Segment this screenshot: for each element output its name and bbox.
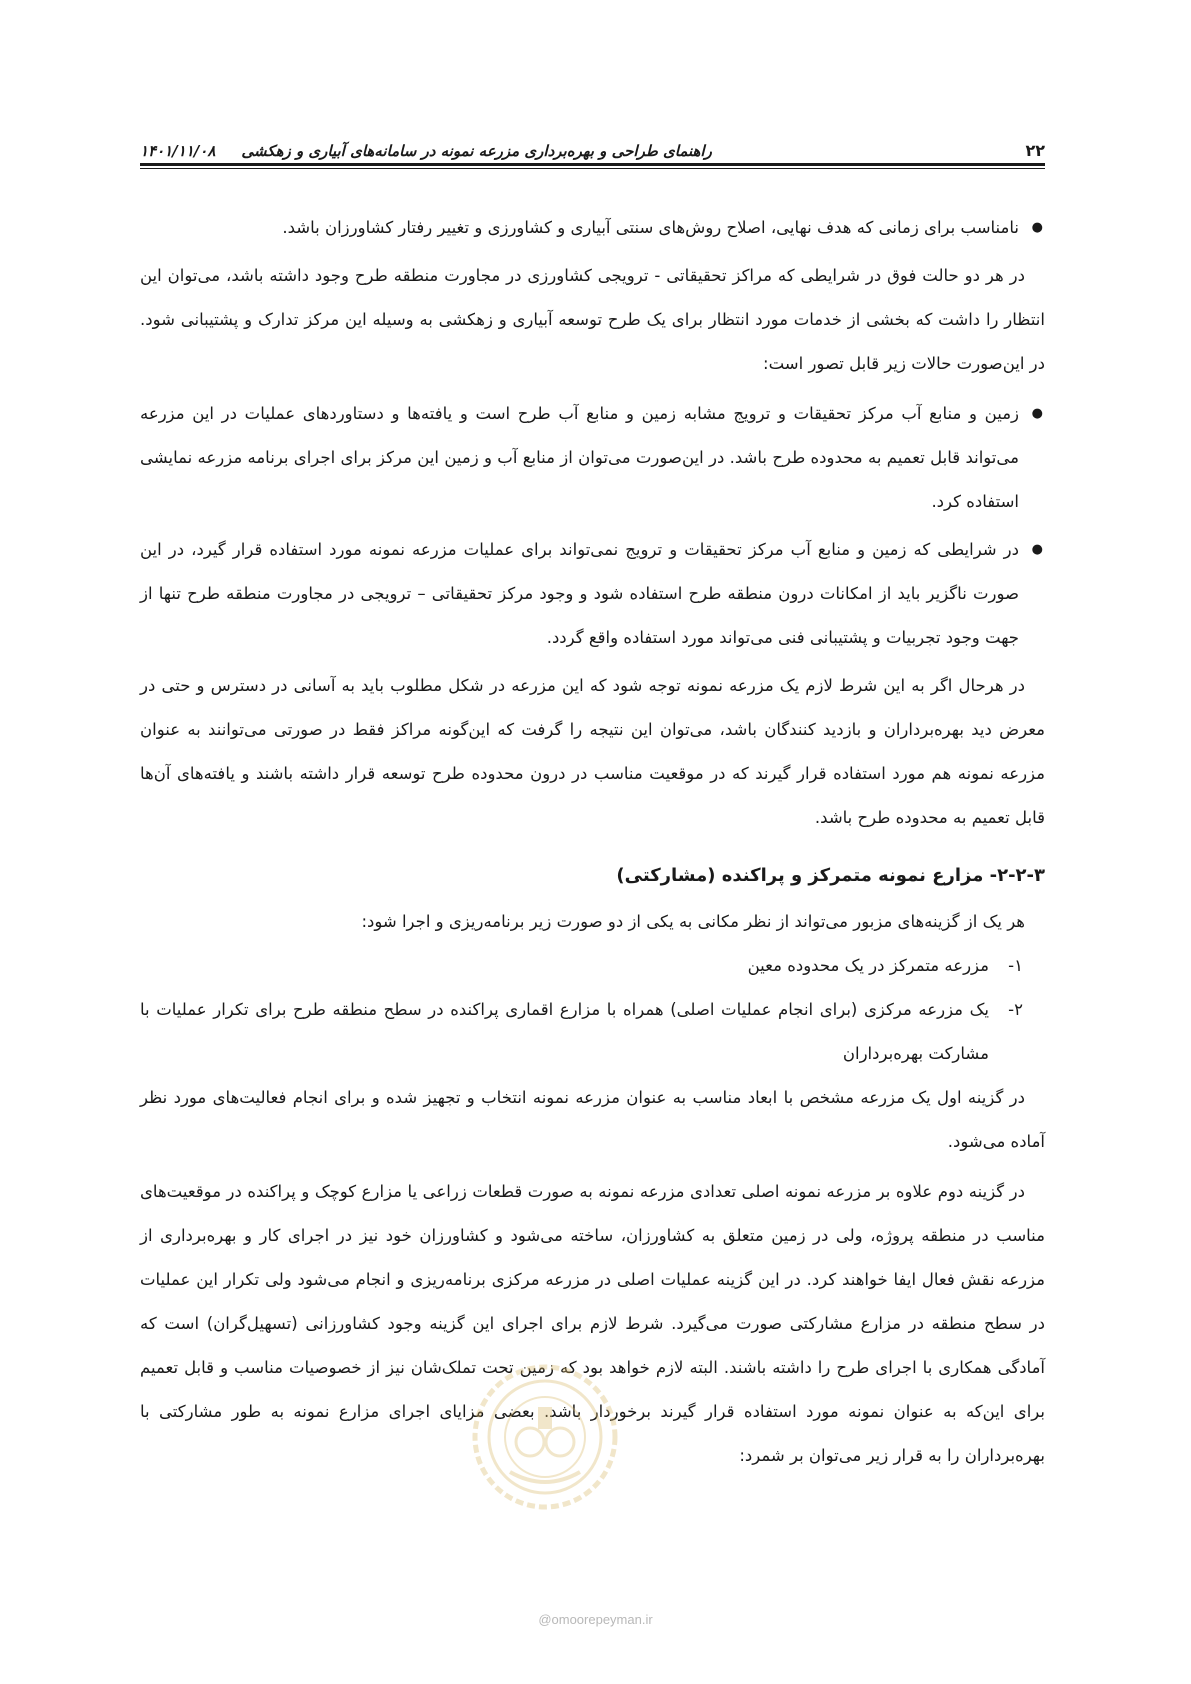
paragraph: هر یک از گزینه‌های مزبور می‌تواند از نظر مکانی به یکی از دو صورت زیر برنامه‌ریزی و اجرا شود: bbox=[361, 912, 1025, 931]
bullet-dot-icon: ● bbox=[1031, 406, 1043, 421]
bullet-item bbox=[140, 528, 1045, 660]
paragraph: در گزینه دوم علاوه بر مزرعه نمونه اصلی تعدادی مزرعه نمونه به صورت قطعات زراعی یا مزارع کوچک و پراکنده در موقعیت‌های مناسب در منطقه پروژه، ولی در زمین متعلق به کشاورزان، ساخته می‌شود و کشاورزان خود نیز در اجرای کار و بهره‌برداری از مزرعه نقش فعال ایفا خواهند کرد. در این گزینه عملیات اصلی در مزرعه مرکزی برنامه‌ریزی و انجام می‌شود ولی تکرار این عملیات در سطح منطقه در مزارع مشارکتی صورت می‌گیرد. شرط لازم برای اجرای این گزینه وجود کشاورزانی (تسهیل‌گران) است که آمادگی همکاری با اجرای طرح را داشته باشند. البته لازم خواهد بود که زمین تحت تملک‌شان نیز از خصوصیات مناسب و قابل تعمیم برای این‌که به عنوان نمونه مورد استفاده قرار گیرند برخوردار باشد. بعضی مزایای اجرای مزارع نمونه به طور مشارکتی با بهره‌برداران را به قرار زیر می‌توان بر شمرد: bbox=[140, 1182, 1045, 1465]
bullet-text: نامناسب برای زمانی که هدف نهایی، اصلاح روش‌های سنتی آبیاری و کشاورزی و تغییر رفتار کشاورزان باشد. bbox=[282, 218, 1019, 237]
watermark-url: @omoorepeyman.ir bbox=[538, 1612, 653, 1627]
list-text: مزرعه متمرکز در یک محدوده معین bbox=[747, 956, 989, 975]
bullet-dot-icon: ● bbox=[1031, 542, 1043, 557]
running-title-group bbox=[1025, 141, 1045, 160]
numbered-list bbox=[140, 944, 1045, 1076]
bullet-item bbox=[140, 392, 1045, 524]
bullet-item bbox=[140, 206, 1045, 250]
list-text: یک مزرعه مرکزی (برای انجام عملیات اصلی) همراه با مزارع اقماری پراکنده در سطح منطقه طرح برای تکرار عملیات با مشارکت بهره‌برداران bbox=[140, 1000, 989, 1063]
bullet-list-cases bbox=[140, 392, 1045, 660]
header-rule-thin bbox=[140, 168, 1045, 169]
running-header bbox=[140, 128, 1045, 160]
header-title: راهنمای طراحی و بهره‌برداری مزرعه نمونه در سامانه‌های آبیاری و زهکشی bbox=[241, 142, 712, 160]
bullet-text: زمین و منابع آب مرکز تحقیقات و ترویج مشابه زمین و منابع آب طرح است و یافته‌ها و دستاوردهای عملیات در این مزرعه می‌تواند قابل تعمیم به محدوده طرح باشد. در این‌صورت می‌توان از منابع آب و زمین این مرکز برای اجرای برنامه مزرعه نمایشی استفاده کرد. bbox=[140, 404, 1019, 511]
bullet-text: در شرایطی که زمین و منابع آب مرکز تحقیقات و ترویج نمی‌تواند برای عملیات مزرعه نمونه مورد استفاده قرار گیرد، در این صورت ناگزیر باید از امکانات درون منطقه طرح استفاده شود و وجود مرکز تحقیقاتی – ترویجی در مجاورت منطقه طرح تنها از جهت وجود تجربیات و پشتیبانی فنی می‌تواند مورد استفاده واقع گردد. bbox=[140, 540, 1019, 647]
numbered-item bbox=[140, 944, 1045, 988]
list-number: ۲- bbox=[1008, 1000, 1023, 1019]
list-number: ۱- bbox=[1008, 956, 1023, 975]
numbered-item bbox=[140, 988, 1045, 1076]
section-heading: ۲-۲-۳- مزارع نمونه متمرکز و پراکنده (مشارکتی) bbox=[616, 865, 1045, 886]
running-title-block bbox=[140, 142, 712, 160]
bullet-list-intro bbox=[140, 206, 1045, 250]
header-date: ۱۴۰۱/۱۱/۰۸ bbox=[140, 142, 216, 160]
bullet-dot-icon: ● bbox=[1031, 220, 1043, 235]
paragraph: در هرحال اگر به این شرط لازم یک مزرعه نمونه توجه شود که این مزرعه در شکل مطلوب باید به آسانی در دسترس و حتی در معرض دید بهره‌برداران و بازدید کنندگان باشد، می‌توان این نتیجه را گرفت که این‌گونه مراکز فقط در صورتی می‌توانند به عنوان مزرعه نمونه هم مورد استفاده قرار گیرند که در موقعیت مناسب در درون محدوده طرح توسعه قرار داشته باشند و یافته‌های آن‌ها قابل تعمیم به محدوده طرح باشد. bbox=[140, 676, 1045, 827]
page-body bbox=[140, 206, 1045, 1484]
header-page-number: ۲۲ bbox=[1025, 141, 1045, 160]
paragraph: در هر دو حالت فوق در شرایطی که مراکز تحقیقاتی - ترویجی کشاورزی در مجاورت منطقه طرح وجود داشته باشد، می‌توان این انتظار را داشت که بخشی از خدمات مورد انتظار برای یک طرح توسعه آبیاری و زهکشی به وسیله این مرکز تدارک و پشتیبانی شود. در این‌صورت حالات زیر قابل تصور است: bbox=[140, 266, 1045, 373]
header-rule-thick bbox=[140, 163, 1045, 166]
paragraph: در گزینه اول یک مزرعه مشخص با ابعاد مناسب به عنوان مزرعه نمونه انتخاب و تجهیز شده و برای انجام فعالیت‌های مورد نظر آماده می‌شود. bbox=[140, 1088, 1045, 1151]
